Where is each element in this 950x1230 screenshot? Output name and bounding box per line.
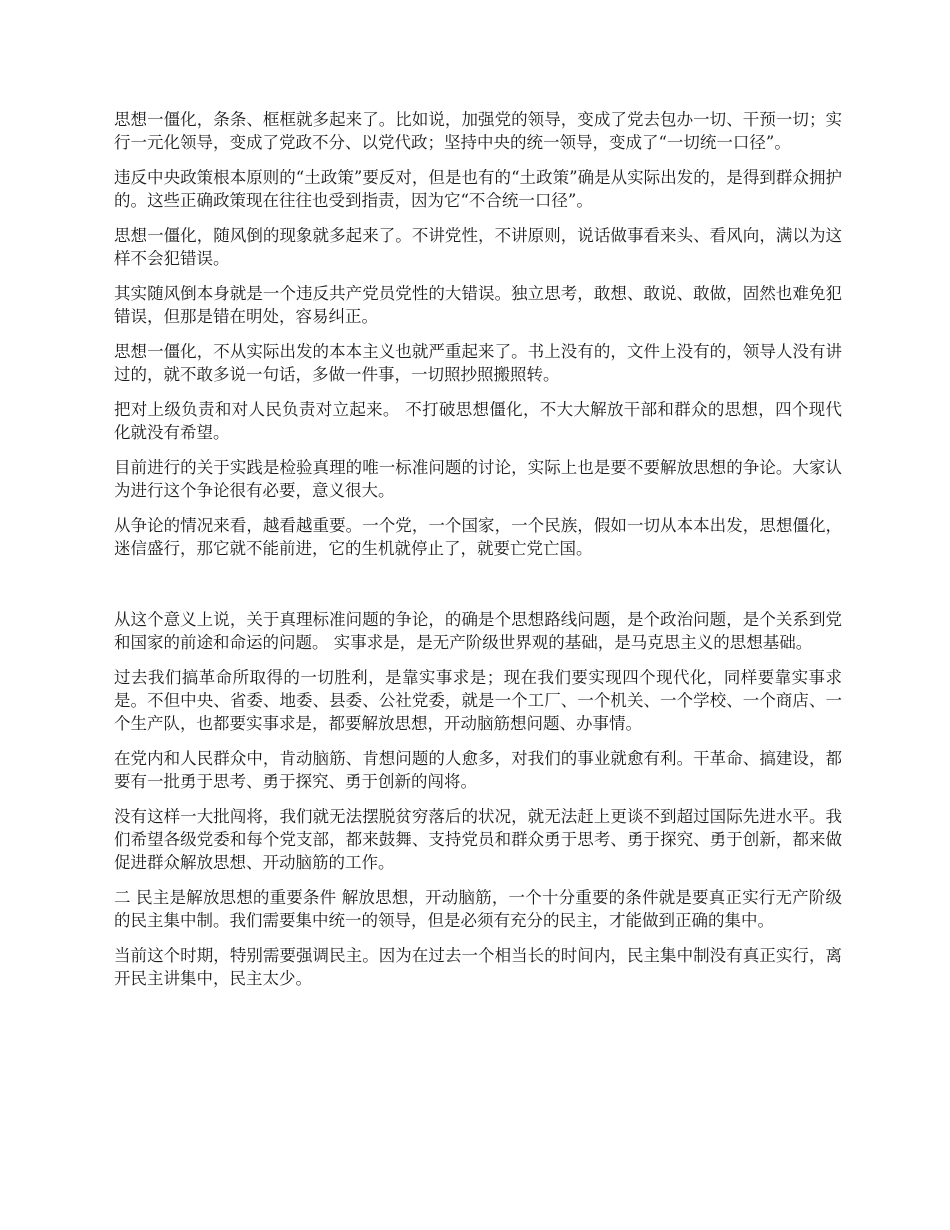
paragraph: 从这个意义上说，关于真理标准问题的争论，的确是个思想路线问题，是个政治问题，是个关系到党和国家的前途和命运的问题。 实事求是，是无产阶级世界观的基础，是马克思主义的思想基础。 [114,610,842,652]
paragraph: 过去我们搞革命所取得的一切胜利，是靠实事求是；现在我们要实现四个现代化，同样要靠实事求是。不但中央、省委、地委、县委、公社党委，就是一个工厂、一个机关、一个学校、一个商店、一个生产队，也都要实事求是，都要解放思想，开动脑筋想问题、办事情。 [114,668,842,733]
paragraph: 二 民主是解放思想的重要条件 解放思想，开动脑筋，一个十分重要的条件就是要真正实行无产阶级的民主集中制。我们需要集中统一的领导，但是必须有充分的民主，才能做到正确的集中。 [114,888,842,930]
paragraph: 思想一僵化，条条、框框就多起来了。比如说，加强党的领导，变成了党去包办一切、干预一切；实行一元化领导，变成了党政不分、以党代政；坚持中央的统一领导，变成了“一切统一口径”。 [114,110,842,152]
paragraph: 违反中央政策根本原则的“土政策”要反对，但是也有的“土政策”确是从实际出发的，是得到群众拥护的。这些正确政策现在往往也受到指责，因为它“不合统一口径”。 [114,168,842,210]
paragraph: 思想一僵化，不从实际出发的本本主义也就严重起来了。书上没有的，文件上没有的，领导人没有讲过的，就不敢多说一句话，多做一件事，一切照抄照搬照转。 [114,342,842,384]
paragraph: 从争论的情况来看，越看越重要。一个党，一个国家，一个民族，假如一切从本本出发，思想僵化，迷信盛行，那它就不能前进，它的生机就停止了，就要亡党亡国。 [114,516,842,558]
section-spacer [114,572,842,608]
paragraph: 没有这样一大批闯将，我们就无法摆脱贫穷落后的状况，就无法赶上更谈不到超过国际先进水平。我们希望各级党委和每个党支部，都来鼓舞、支持党员和群众勇于思考、勇于探究、勇于创新，都来做促进群众解放思想、开动脑筋的工作。 [114,807,842,872]
paragraph: 目前进行的关于实践是检验真理的唯一标准问题的讨论，实际上也是要不要解放思想的争论。大家认为进行这个争论很有必要，意义很大。 [114,458,842,500]
document-body [114,108,842,1002]
paragraph: 当前这个时期，特别需要强调民主。因为在过去一个相当长的时间内，民主集中制没有真正实行，离开民主讲集中，民主太少。 [114,946,842,988]
paragraph: 思想一僵化，随风倒的现象就多起来了。不讲党性，不讲原则，说话做事看来头、看风向，满以为这样不会犯错误。 [114,226,842,268]
paragraph: 在党内和人民群众中，肯动脑筋、肯想问题的人愈多，对我们的事业就愈有利。干革命、搞建设，都要有一批勇于思考、勇于探究、勇于创新的闯将。 [114,749,842,791]
paragraph: 其实随风倒本身就是一个违反共产党员党性的大错误。独立思考，敢想、敢说、敢做，固然也难免犯错误，但那是错在明处，容易纠正。 [114,284,842,326]
paragraph: 把对上级负责和对人民负责对立起来。 不打破思想僵化，不大大解放干部和群众的思想，四个现代化就没有希望。 [114,400,842,442]
